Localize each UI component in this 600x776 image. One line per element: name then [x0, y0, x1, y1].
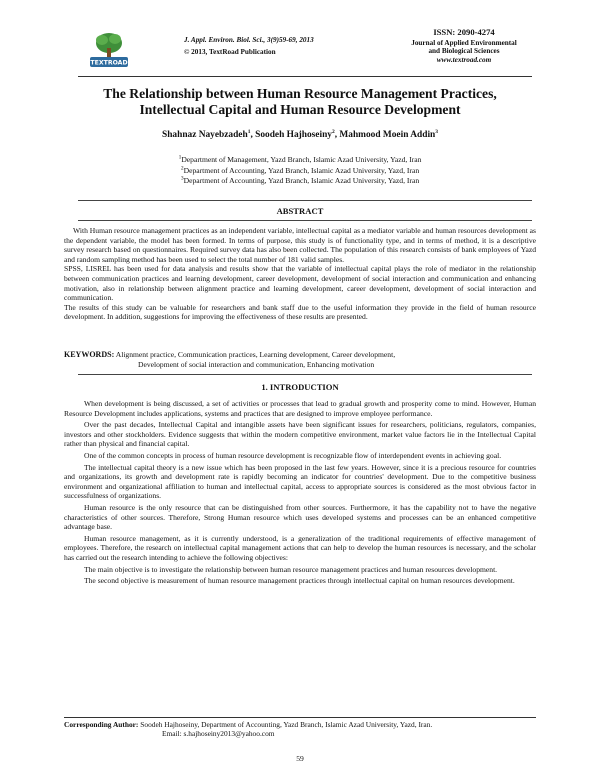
textroad-logo [86, 30, 132, 70]
author: Soodeh Hajhoseiny$^2$, [255, 128, 340, 140]
body-paragraph: One of the common concepts in process of human resource development is recognizable flow of interdependent events in achieving goal. [84, 450, 502, 460]
keywords-line-1: Alignment practice, Communication practices, Learning development, Career development, [115, 350, 396, 359]
introduction-body [64, 399, 536, 588]
abstract-top-rule [78, 200, 532, 201]
keywords-line-2: Development of social interaction and communication, Enhancing motivation [138, 359, 375, 369]
body-paragraph: The second objective is measurement of human resource management practices through intellectual capital on human resources development. [84, 576, 515, 586]
keywords-label: KEYWORDS: [64, 350, 115, 359]
section-heading-introduction: 1. INTRODUCTION [261, 382, 339, 392]
paper-title [60, 86, 540, 118]
abstract-paragraph: The results of this study can be valuable for researchers and bank staff due to the useful information they provide in the field of human resource development. In addition, suggestions for improving the effectiveness of these results are presented. [64, 302, 536, 322]
journal-name-line2: and Biological Sciences [428, 47, 500, 56]
author: Mahmood Moein Addin$^3$ [339, 128, 439, 140]
issn: ISSN: 2090-4274 [433, 27, 495, 37]
corresponding-author-email[interactable]: Email: s.hajhoseiny2013@yahoo.com [162, 729, 275, 739]
abstract-paragraph: SPSS, LISREL has been used for data analysis and results show that the variable of intellectual capital plays the role of mediator in the relationship between communication practices and learning development, career development, development of social interaction and communication and enhancing motivation, also in relationship between alignment practice and learning development, career development, development of social interaction and communication. [64, 264, 536, 303]
affiliation: $^1$Department of Management, Yazd Branch, Islamic Azad University, Yazd, Iran [178, 154, 422, 164]
copyright-line: © 2013, TextRoad Publication [184, 48, 276, 56]
affiliation: $^3$Department of Accounting, Yazd Branch, Islamic Azad University, Yazd, Iran [180, 175, 420, 185]
body-paragraph: The intellectual capital theory is a new issue which has been proposed in the last few years. However, since it is a precious resource for countries and organizations, its growth and development rate is rapidly becoming an indicator for countries' development. Due to the competitive business environment and organizational affiliation to human and intellectual capital, access to appropriate sources is considered as the most obvious factor in successfulness of organizations. [64, 462, 536, 501]
title-line-2: Intellectual Capital and Human Resource Development [139, 102, 461, 117]
author: Shahnaz Nayebzadeh$^1$, [161, 128, 256, 140]
abstract-paragraph: With Human resource management practices as an independent variable, intellectual capital as a mediator variable and human resources development as the dependent variable, the model has been formed. In terms of purpose, this study is of functionality type, and in terms of method, it is a descriptive survey research based on questionnaires. Required survey data has also been collected. The population of this research consists of bank employees of Yazd and random sampling method has been used to select the total number of 181 valid samples. [64, 226, 536, 264]
body-paragraph: Human resource is the only resource that can be distinguished from other sources. Furthermore, it has the capability not to have the negative characteristics of other sources. Therefore, Strong Human resource which uses developed systems and processes can be an enhanced competitive advantage base. [64, 502, 536, 532]
header-divider [78, 76, 532, 77]
abstract-heading: ABSTRACT [276, 206, 324, 216]
title-line-1: The Relationship between Human Resource Management Practices, [103, 86, 497, 101]
body-paragraph: Over the past decades, Intellectual Capital and intangible assets have been significant issues for researchers, politicians, regulators, companies, investors and other stockholders. Evidence suggests that within the modern competitive environment, market value factors lie in the Intellectual Capital rather than physical and financial capital. [64, 420, 536, 449]
corresponding-author-label: Corresponding Author: [64, 720, 139, 729]
abstract-heading-rule [78, 220, 532, 221]
journal-citation: J. Appl. Environ. Biol. Sci., 3(9)59-69, 2013 [184, 36, 314, 44]
body-paragraph: Human resource management, as it is currently understood, is a generalization of the traditional requirements of effective management of employees. Therefore, the research on intellectual capital management actions that can help to develop the human resources is necessary, and the scholar has carried out the research intending to achieve the following objectives: [64, 533, 536, 562]
footnote-rule [64, 717, 536, 718]
corresponding-author-text: Soodeh Hajhoseiny, Department of Accounting, Yazd Branch, Islamic Azad University, Yazd, Iran. [140, 720, 433, 729]
journal-citation-block [184, 34, 384, 58]
body-paragraph: When development is being discussed, a set of activities or processes that lead to gradual growth and prosperity come to mind. However, Human Resource Development includes applications, systems and practices that are designed to improve employee performance. [64, 399, 536, 418]
body-paragraph: The main objective is to investigate the relationship between human resource management practices and human resources development. [84, 564, 498, 574]
journal-info-block [404, 28, 524, 64]
journal-url[interactable]: www.textroad.com [436, 55, 492, 64]
author-list [60, 130, 540, 140]
corresponding-author [64, 720, 536, 739]
page-number: 59 [296, 754, 304, 763]
keywords-rule [78, 374, 532, 375]
affiliation: $^2$Department of Accounting, Yazd Branch, Islamic Azad University, Yazd, Iran [180, 164, 420, 175]
journal-name-line1: Journal of Applied Environmental [411, 38, 517, 47]
abstract-body [64, 226, 536, 322]
affiliations [60, 155, 540, 187]
logo-text: TEXTROAD [90, 59, 128, 67]
keywords [64, 350, 536, 369]
